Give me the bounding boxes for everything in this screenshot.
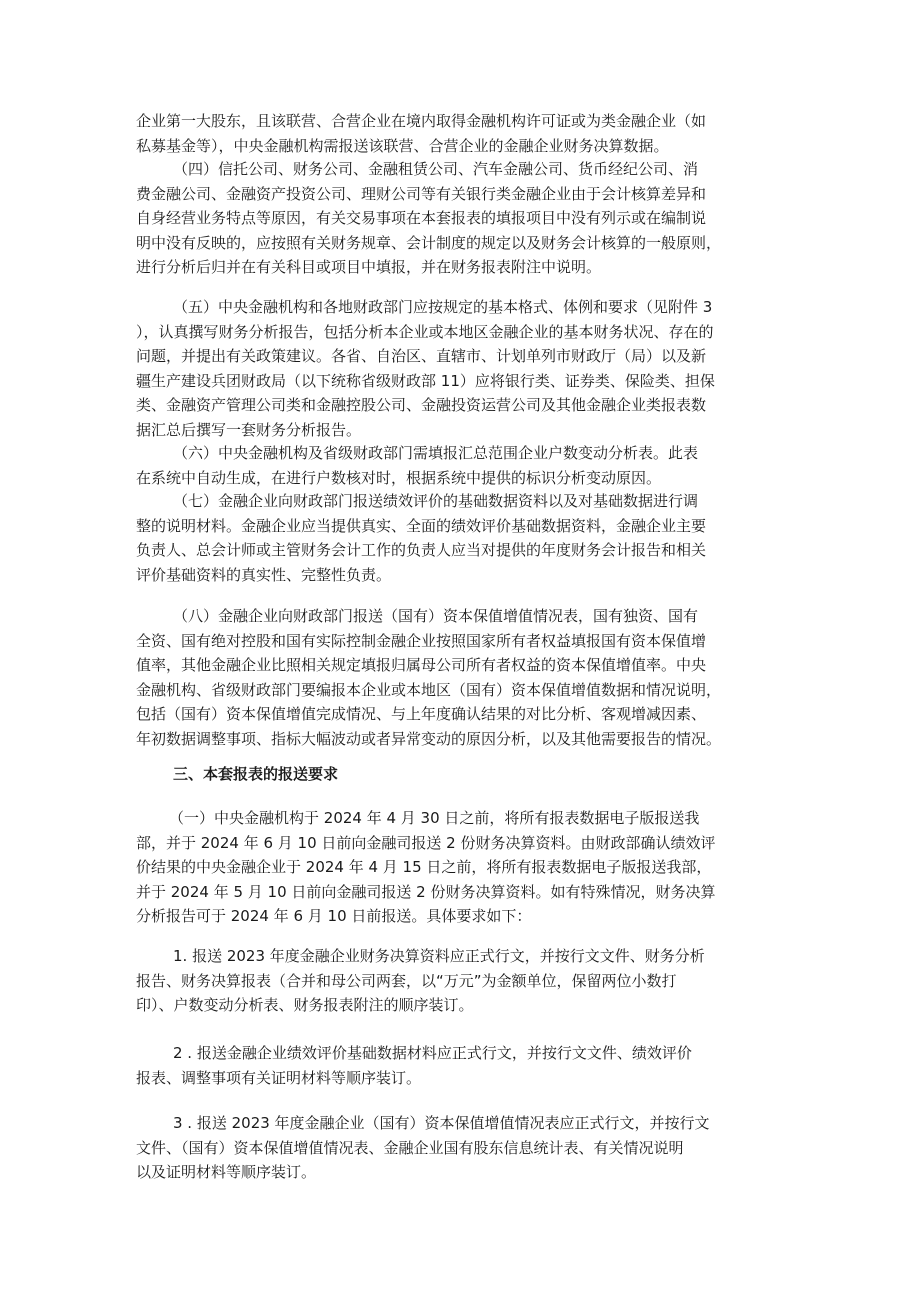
text-line: 整的说明材料。金融企业应当提供真实、全面的绩效评价基础数据资料，金融企业主要 <box>136 516 707 535</box>
text-line: 2 . 报送金融企业绩效评价基础数据材料应正式行文，并按行文文件、绩效评价 <box>173 1044 692 1062</box>
paragraph-requirement-1-2 <box>136 1041 786 1090</box>
text-line: 文件、（国有）资本保值增值情况表、金融企业国有股东信息统计表、有关情况说明 <box>136 1138 684 1157</box>
text-line: 企业第一大股东，且该联营、合营企业在境内取得金融机构许可证或为类金融企业（如 <box>136 112 707 130</box>
text-line: 问题，并提出有关政策建议。各省、自治区、直辖市、计划单列市财政厅（局）以及新 <box>136 347 707 365</box>
paragraph-item-6 <box>136 441 786 490</box>
text-line: 报表、调整事项有关证明材料等顺序装订。 <box>136 1068 422 1087</box>
text-line: 3 . 报送 2023 年度金融企业（国有）资本保值增值情况表应正式行文，并按行文 <box>173 1114 710 1132</box>
paragraph-item-8 <box>136 604 786 751</box>
text-line: 费金融公司、金融资产投资公司、理财公司等有关银行类金融企业由于会计核算差异和 <box>136 184 707 203</box>
text-line: 分析报告可于 2024 年 6 月 10 日前报送。具体要求如下： <box>136 907 532 925</box>
text-line: 明中没有反映的，应按照有关财务规章、会计制度的规定以及财务会计核算的一般原则， <box>136 233 722 252</box>
text-line: 年初数据调整事项、指标大幅波动或者异常变动的原因分析，以及其他需要报告的情况。 <box>136 729 722 748</box>
text-line: （四）信托公司、财务公司、金融租赁公司、汽车金融公司、货币经纪公司、消 <box>173 160 699 178</box>
text-line: （五）中央金融机构和各地财政部门应按规定的基本格式、体例和要求（见附件 3 <box>173 298 713 316</box>
text-line: 1. 报送 2023 年度金融企业财务决算资料应正式行文，并按行文文件、财务分析 <box>173 947 705 965</box>
paragraph-requirement-1 <box>136 806 786 929</box>
text-line: （八）金融企业向财政部门报送（国有）资本保值增值情况表，国有独资、国有 <box>173 607 699 625</box>
text-line: 并于 2024 年 5 月 10 日前向金融司报送 2 份财务决算资料。如有特殊情况，财务决算 <box>136 882 716 901</box>
paragraph-requirement-1-3 <box>136 1111 786 1185</box>
section-heading: 三、本套报表的报送要求 <box>173 765 339 783</box>
text-line: 自身经营业务特点等原因，有关交易事项在本套报表的填报项目中没有列示或在编制说 <box>136 209 707 227</box>
text-line: 进行分析后归并在有关科目或项目中填报，并在财务报表附注中说明。 <box>136 258 602 276</box>
paragraph-item-7 <box>136 489 786 587</box>
paragraph-item-3-tail <box>136 109 786 158</box>
text-line: 值率，其他金融企业比照相关规定填报归属母公司所有者权益的资本保值增值率。中央 <box>136 656 707 674</box>
text-line: 金融机构、省级财政部门要编报本企业或本地区（国有）资本保值增值数据和情况说明， <box>136 680 722 699</box>
text-line: （一）中央金融机构于 2024 年 4 月 30 日之前，将所有报表数据电子版报送我 <box>169 809 700 827</box>
paragraph-requirement-1-1 <box>136 944 786 1018</box>
text-line: 全资、国有绝对控股和国有实际控制金融企业按照国家所有者权益填报国有资本保值增 <box>136 631 707 650</box>
text-line: 价结果的中央金融企业于 2024 年 4 月 15 日之前，将所有报表数据电子版报送我部， <box>136 858 712 876</box>
text-line: 报告、财务决算报表（合并和母公司两套，以“万元”为金额单位，保留两位小数打 <box>136 971 677 990</box>
text-line: （七）金融企业向财政部门报送绩效评价的基础数据资料以及对基础数据进行调 <box>173 492 699 510</box>
text-line: 印）、户数变动分析表、财务报表附注的顺序装订。 <box>136 996 474 1014</box>
paragraph-item-4 <box>136 157 786 280</box>
text-line: （六）中央金融机构及省级财政部门需填报汇总范围企业户数变动分析表。此表 <box>173 444 699 462</box>
text-line: 类、金融资产管理公司类和金融控股公司、金融投资运营公司及其他金融企业类报表数 <box>136 396 707 414</box>
text-line: 在系统中自动生成，在进行户数核对时，根据系统中提供的标识分析变动原因。 <box>136 468 662 487</box>
text-line: 评价基础资料的真实性、完整性负责。 <box>136 565 392 584</box>
text-line: 私募基金等），中央金融机构需报送该联营、合营企业的金融企业财务决算数据。 <box>136 136 669 155</box>
text-line: 据汇总后撰写一套财务分析报告。 <box>136 420 362 439</box>
text-line: ），认真撰写财务分析报告，包括分析本企业或本地区金融企业的基本财务状况、存在的 <box>136 322 714 341</box>
text-line: 以及证明材料等顺序装订。 <box>136 1163 317 1181</box>
text-line: 部，并于 2024 年 6 月 10 日前向金融司报送 2 份财务决算资料。由财政部确认绩效评 <box>136 833 716 852</box>
text-line: 包括（国有）资本保值增值完成情况、与上年度确认结果的对比分析、客观增减因素、 <box>136 705 707 723</box>
text-line: 负责人、总会计师或主管财务会计工作的负责人应当对提供的年度财务会计报告和相关 <box>136 541 707 559</box>
text-line: 疆生产建设兵团财政局（以下统称省级财政部 11）应将银行类、证券类、保险类、担保 <box>136 371 715 390</box>
paragraph-item-5 <box>136 295 786 442</box>
